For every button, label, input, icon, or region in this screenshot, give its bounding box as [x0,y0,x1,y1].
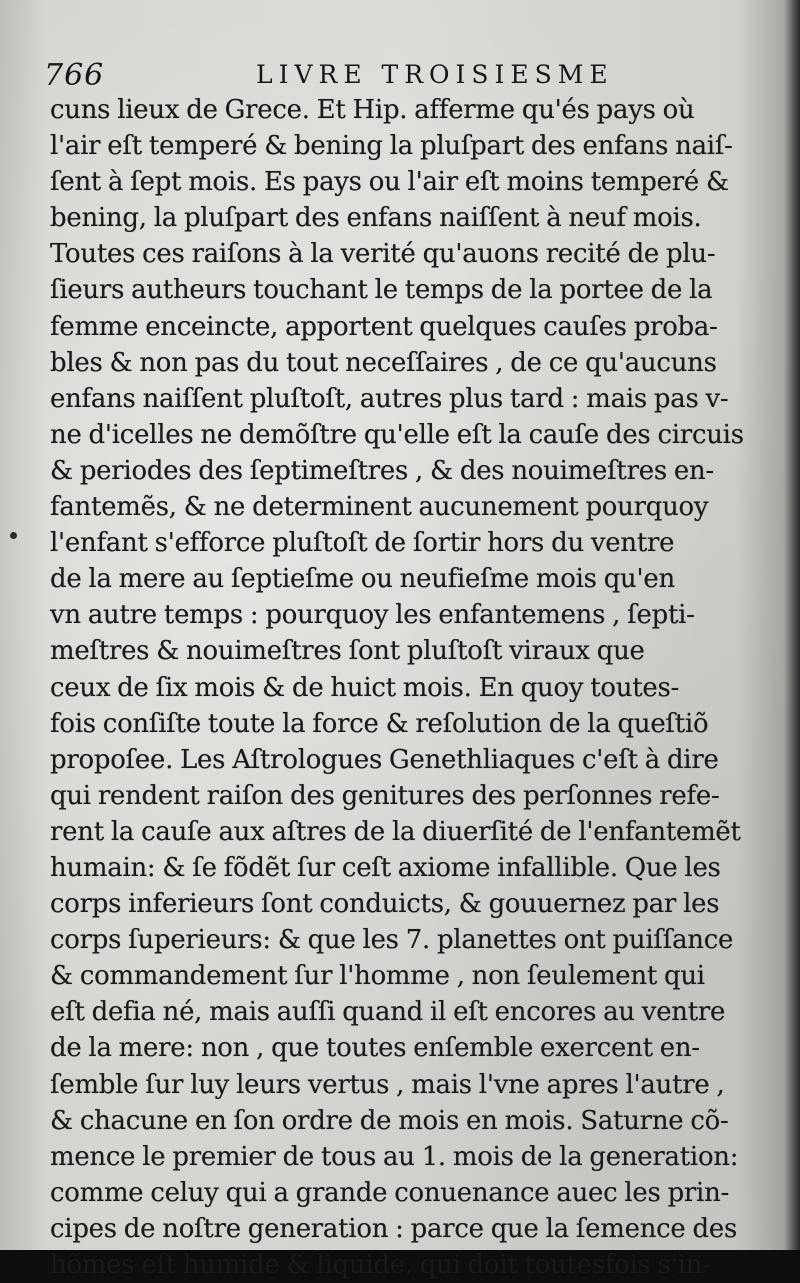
text-line: fois conſiſte toute la force & reſolution de la queſtiõ [50,708,709,739]
text-line: femme enceincte, apportent quelques cauſes proba- [50,311,718,342]
text-line: ne d'icelles ne demõſtre qu'elle eſt la cauſe des circuis [50,419,744,450]
text-line: de la mere au ſeptieſme ou neufieſme mois qu'en [50,564,675,595]
text-line: & chacune en ſon ordre de mois en mois. Saturne cõ- [50,1105,729,1136]
text-line: meſtres & nouimeſtres ſont pluſtoſt viraux que [50,636,645,667]
text-line: & commandement ſur l'homme , non ſeulement qui [50,961,705,992]
body-text [50,92,770,1283]
text-line: hõmes eſt humide & liquide, qui doit toutesfois s'in- [50,1250,711,1280]
text-line: vn autre temps : pourquoy les enfantemens , ſepti- [50,600,695,631]
text-line: ſent à ſept mois. Es pays ou l'air eſt moins temperé & [50,167,729,198]
text-line: & periodes des ſeptimeſtres , & des nouimeſtres en- [50,455,714,486]
text-line: comme celuy qui a grande conuenance auec les prin- [50,1177,730,1208]
text-line: corps inferieurs ſont conduicts, & gouuernez par les [50,889,720,920]
text-line: mence le premier de tous au 1. mois de la generation: [50,1141,739,1172]
text-line: cipes de noſtre generation : parce que la ſemence des [50,1213,738,1244]
text-line: eſt defia né, mais auſſi quand il eſt encores au ventre [50,997,726,1028]
text-line: ſieurs autheurs touchant le temps de la portee de la [50,275,713,306]
text-line: qui rendent raiſon des genitures des perſonnes refe- [50,780,720,811]
text-line: corps ſuperieurs: & que les 7. planettes ont puiſſance [50,925,734,956]
ink-spot [10,532,17,539]
text-line: l'enfant s'efforce pluſtoſt de ſortir hors du ventre [50,528,675,559]
text-line: bles & non pas du tout neceſſaires , de ce qu'aucuns [50,347,717,378]
page-number: 766 [44,58,105,93]
text-line: ſemble ſur luy leurs vertus , mais l'vne apres l'autre , [50,1069,725,1100]
text-line: rent la cauſe aux aſtres de la diuerſité de l'enfantemẽt [50,816,741,847]
text-line: l'air eſt temperé & bening la pluſpart des enfans naiſ- [50,131,733,162]
text-line: propoſee. Les Aſtrologues Genethliaques c'eſt à dire [50,744,719,775]
text-line: humain: & ſe fõdẽt ſur ceſt axiome infallible. Que les [50,852,721,883]
text-line: de la mere: non , que toutes enſemble exercent en- [50,1033,700,1064]
text-line: Toutes ces raiſons à la verité qu'auons recité de plu- [50,239,716,270]
text-line: bening, la pluſpart des enfans naiſſent à neuf mois. [50,203,702,234]
text-line: enfans naiſſent pluſtoſt, autres plus tard : mais pas v- [50,383,729,414]
running-title: LIVRE TROISIESME [256,60,614,89]
text-line: ceux de ſix mois & de huict mois. En quoy toutes- [50,672,680,703]
text-line: fantemẽs, & ne determinent aucunement pourquoy [50,492,709,523]
text-line: cuns lieux de Grece. Et Hip. afferme qu'és pays où [50,95,695,125]
